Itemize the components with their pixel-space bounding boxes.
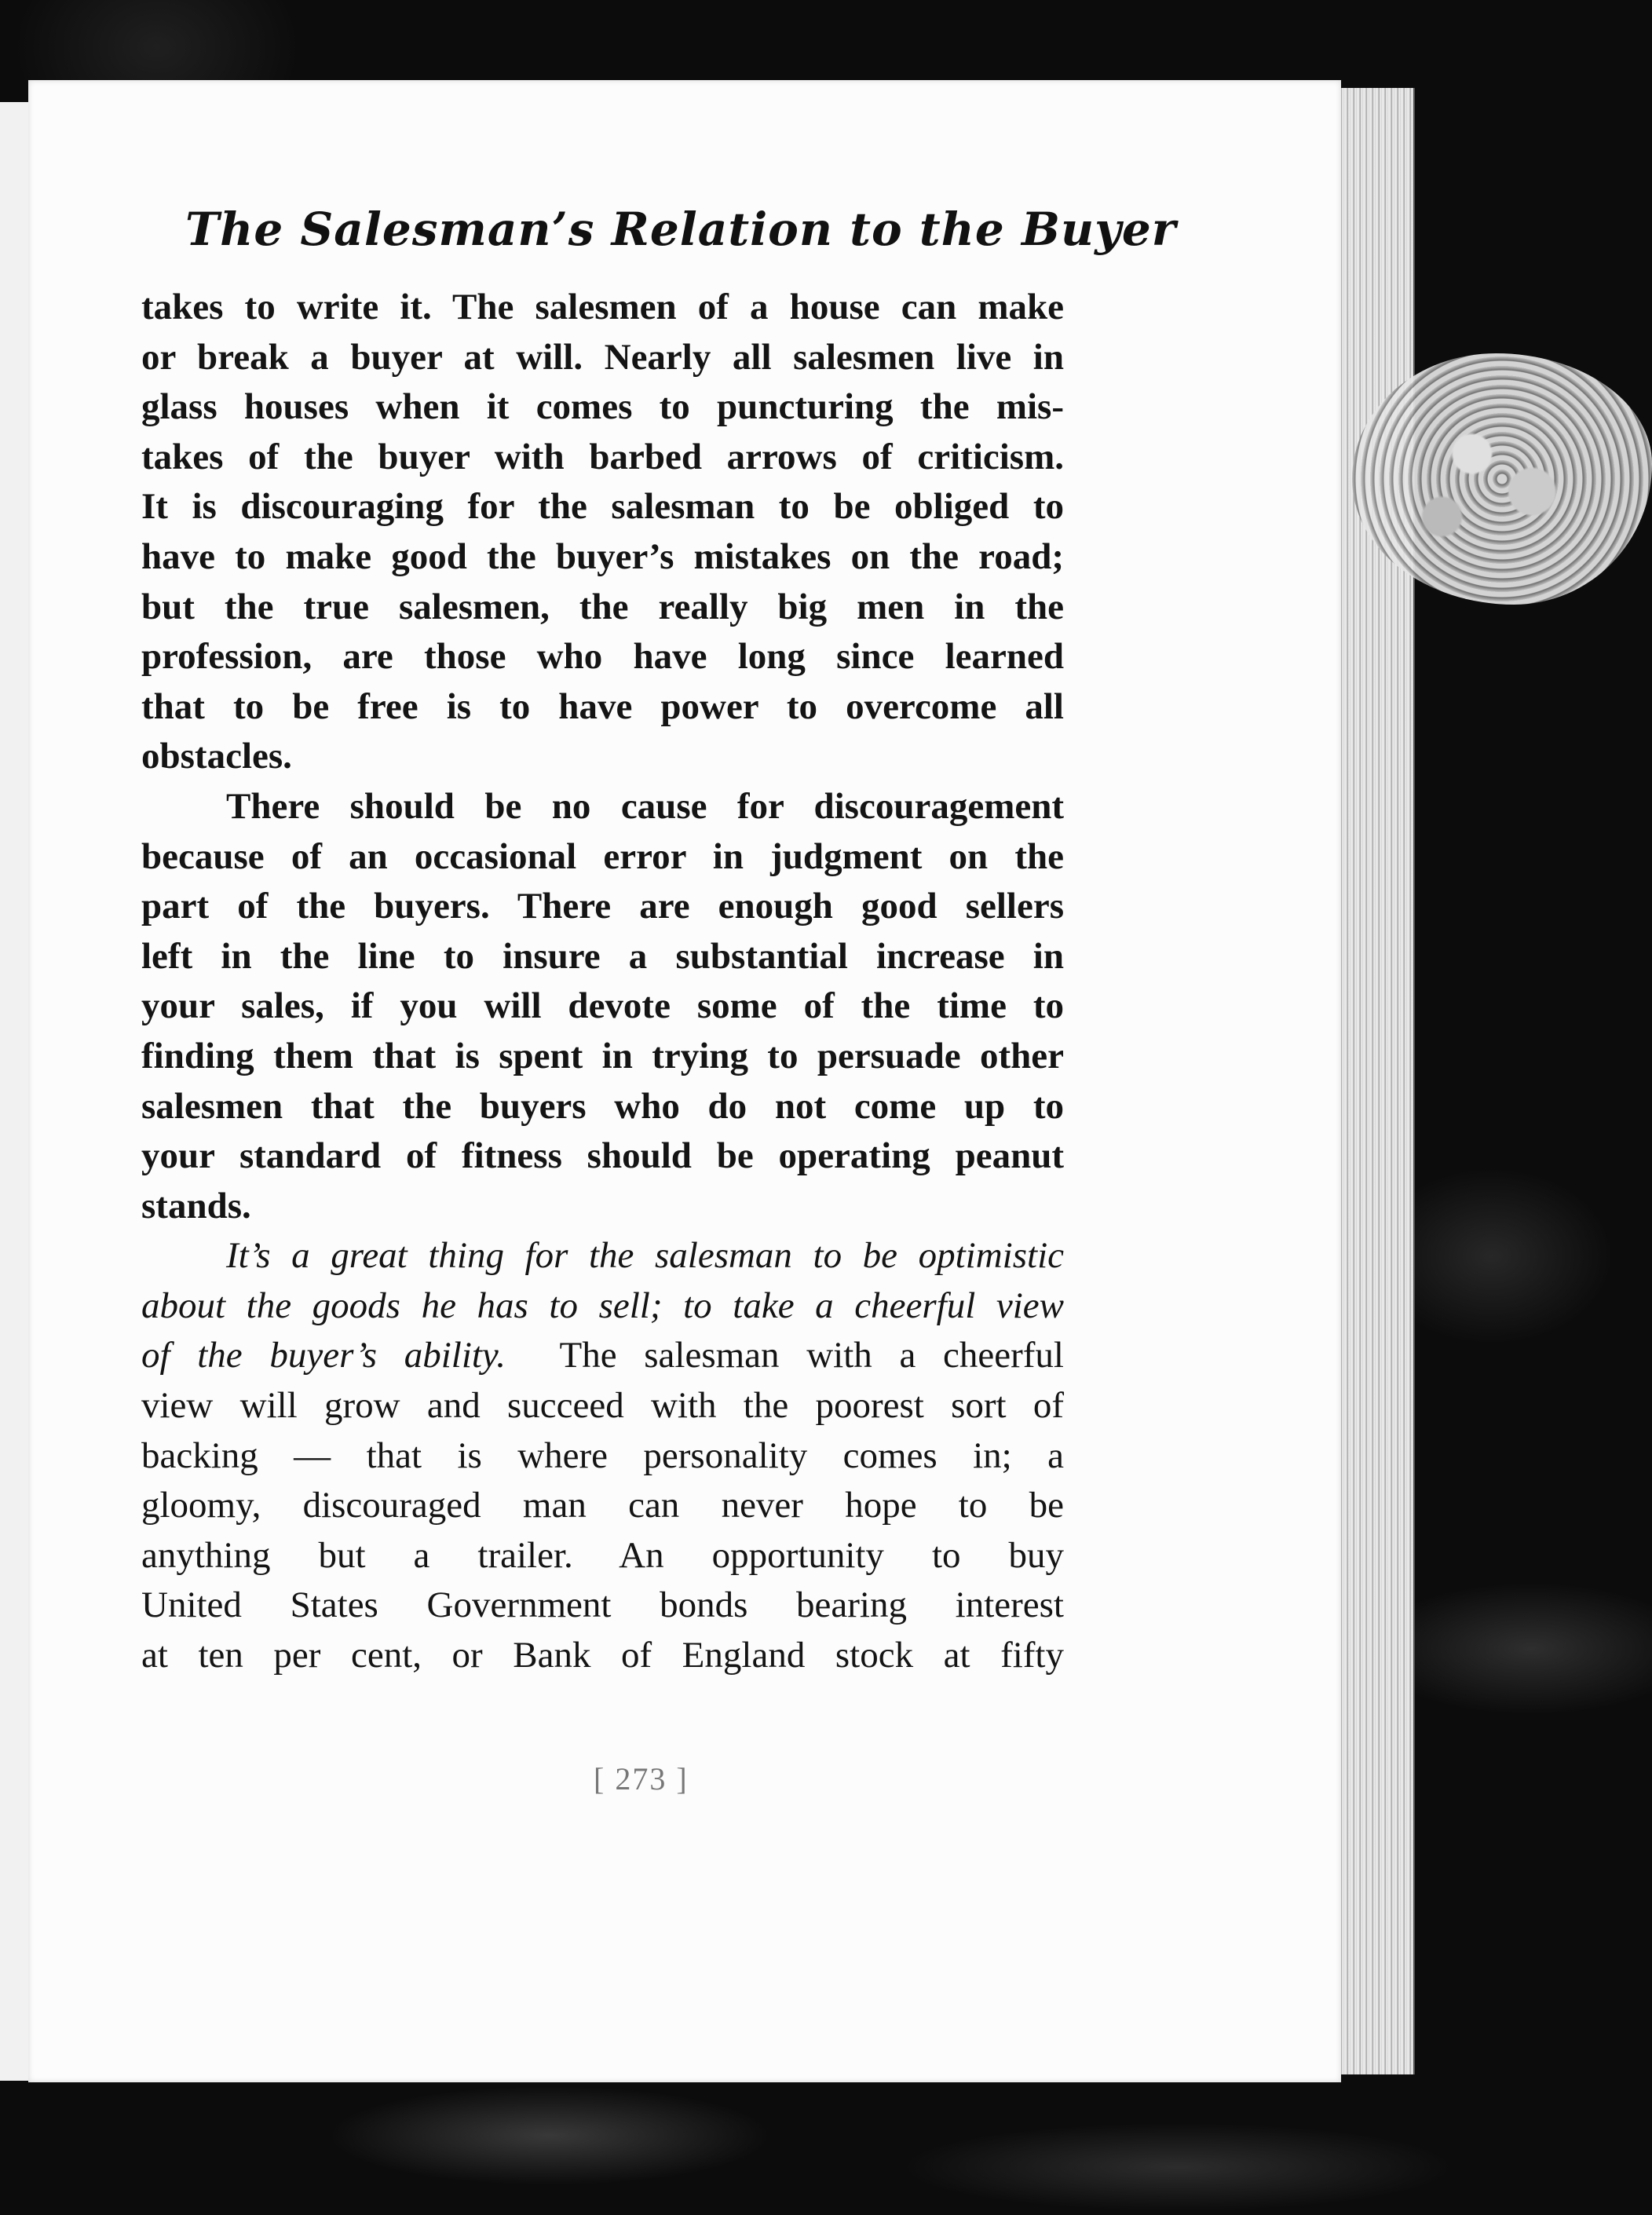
body-text bbox=[141, 283, 1064, 1681]
text-line: have to make good the buyer’s mistakes on the road; bbox=[141, 535, 1064, 577]
paragraph-2 bbox=[141, 782, 1064, 1231]
paragraph-1 bbox=[141, 283, 1064, 782]
text-line: salesmen that the buyers who do not come up to bbox=[141, 1085, 1064, 1127]
page-number: [ 273 ] bbox=[594, 1761, 689, 1796]
roman-phrase: The salesman with a cheerful bbox=[505, 1335, 1064, 1376]
text-line: takes of the buyer with barbed arrows of criticism. bbox=[141, 436, 1064, 477]
text-line: backing — that is where personality comes in; a bbox=[141, 1435, 1064, 1476]
text-line: takes to write it. The salesmen of a house can make bbox=[141, 287, 1064, 327]
text-line: part of the buyers. There are enough good sellers bbox=[141, 886, 1064, 927]
text-line: gloomy, discouraged man can never hope to be bbox=[141, 1485, 1064, 1526]
text-line: at ten per cent, or Bank of England stock at fifty bbox=[141, 1635, 1064, 1676]
text-line: stands. bbox=[141, 1185, 251, 1226]
paragraph-3 bbox=[141, 1231, 1064, 1680]
italic-line: It’s a great thing for the salesman to be optimistic bbox=[226, 1235, 1064, 1277]
text-line: view will grow and succeed with the poorest sort of bbox=[141, 1385, 1064, 1427]
italic-line: about the goods he has to sell; to take a cheerful view bbox=[141, 1285, 1064, 1326]
facing-page-edge bbox=[0, 102, 31, 2081]
text-line: left in the line to insure a substantial increase in bbox=[141, 935, 1064, 977]
text-line: United States Government bonds bearing interest bbox=[141, 1584, 1064, 1626]
text-line: anything but a trailer. An opportunity to buy bbox=[141, 1534, 1064, 1576]
mixed-line bbox=[141, 1331, 1064, 1381]
text-line: obstacles. bbox=[141, 736, 292, 777]
text-line: glass houses when it comes to puncturing the mis- bbox=[141, 386, 1064, 428]
text-line: your standard of fitness should be operating peanut bbox=[141, 1135, 1064, 1177]
text-line: your sales, if you will devote some of the time to bbox=[141, 985, 1064, 1027]
text-line: finding them that is spent in trying to persuade other bbox=[141, 1035, 1064, 1076]
text-line: or break a buyer at will. Nearly all salesmen live in bbox=[141, 336, 1064, 378]
text-line: that to be free is to have power to overcome all bbox=[141, 685, 1064, 727]
text-line: but the true salesmen, the really big men in the bbox=[141, 586, 1064, 627]
running-head: The Salesman’s Relation to the Buyer bbox=[185, 203, 1177, 256]
text-line: It is discouraging for the salesman to be obliged to bbox=[141, 486, 1064, 528]
text-line: profession, are those who have long since learned bbox=[141, 636, 1064, 678]
italic-phrase: of the buyer’s ability. bbox=[141, 1335, 506, 1376]
text-line: There should be no cause for discouragement bbox=[226, 785, 1064, 827]
text-line: because of an occasional error in judgment on the bbox=[141, 835, 1064, 877]
